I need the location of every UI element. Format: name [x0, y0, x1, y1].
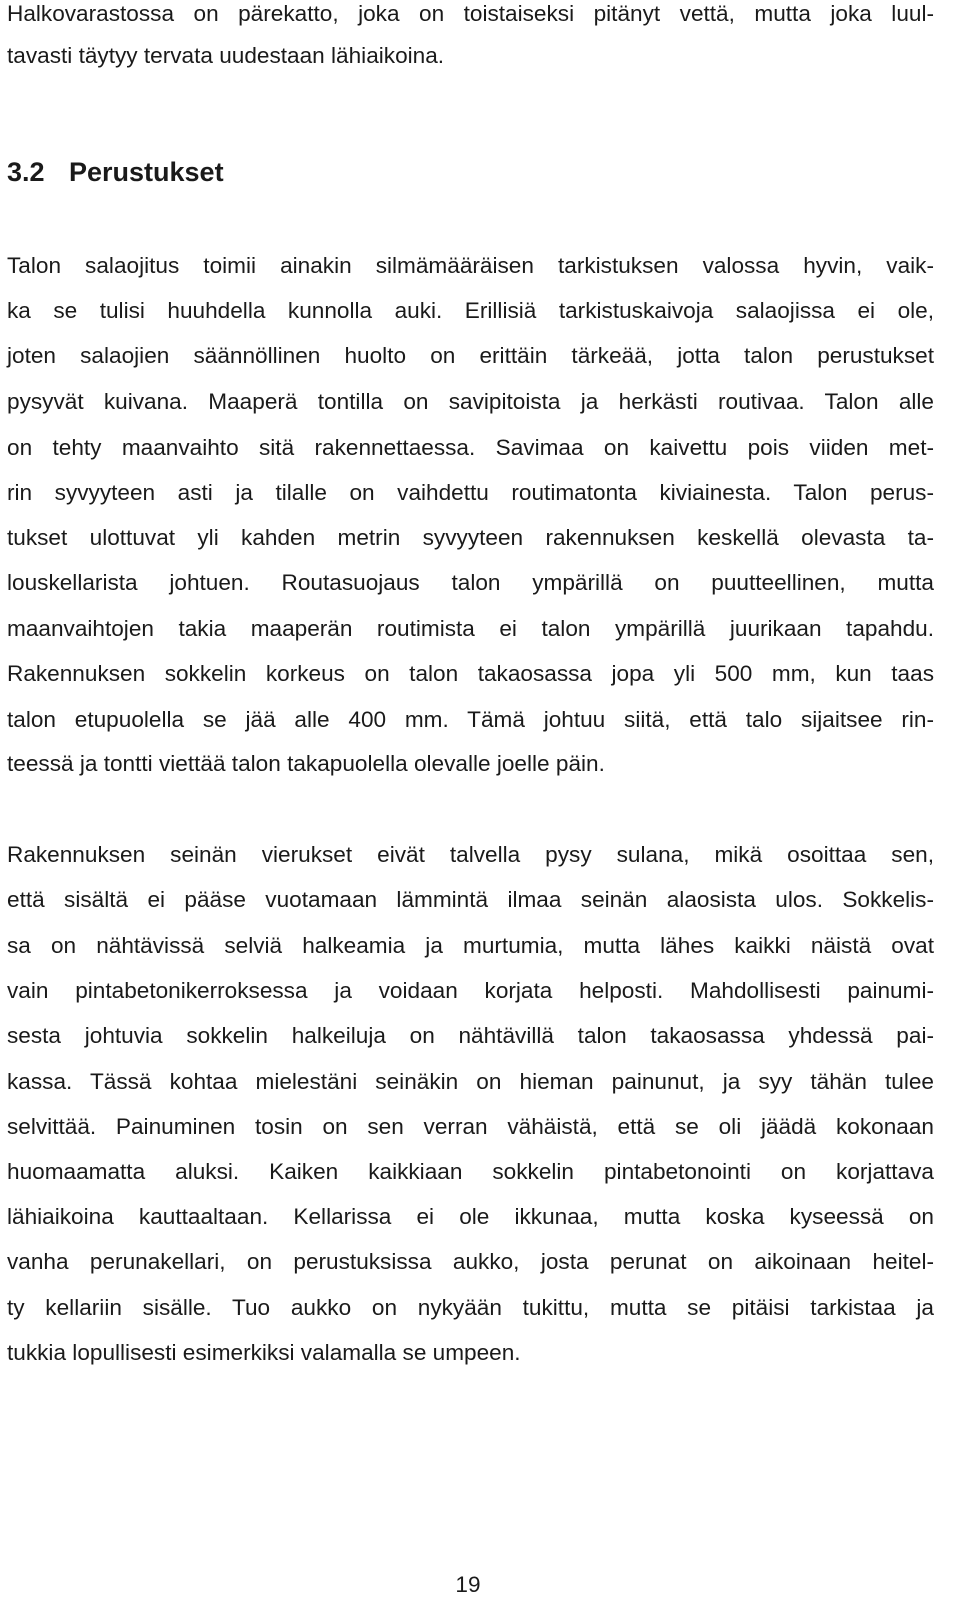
body-line: ka se tulisi huuhdella kunnolla auki. Erillisiä tarkistuskaivoja salaojissa ei ole, — [7, 298, 934, 323]
section-title: Perustukset — [69, 157, 224, 187]
body-line: sa on nähtävissä selviä halkeamia ja murtumia, mutta lähes kaikki näistä ovat — [7, 933, 934, 958]
body-line: huomaamatta aluksi. Kaiken kaikkiaan sokkelin pintabetonointi on korjattava — [7, 1159, 934, 1184]
body-line: kassa. Tässä kohtaa mielestäni seinäkin on hieman painunut, ja syy tähän tulee — [7, 1069, 934, 1094]
body-line: louskellarista johtuen. Routasuojaus talon ympärillä on puutteellinen, mutta — [7, 570, 934, 595]
body-line: on tehty maanvaihto sitä rakennettaessa. Savimaa on kaivettu pois viiden met- — [7, 435, 934, 460]
body-line: vain pintabetonikerroksessa ja voidaan korjata helposti. Mahdollisesti painumi- — [7, 978, 934, 1003]
body-line: joten salaojien säännöllinen huolto on erittäin tärkeää, jotta talon perustukset — [7, 343, 934, 368]
section-heading — [7, 155, 224, 189]
body-line: että sisältä ei pääse vuotamaan lämmintä ilmaa seinän alaosista ulos. Sokkelis- — [7, 887, 934, 912]
intro-line: Halkovarastossa on pärekatto, joka on toistaiseksi pitänyt vettä, mutta joka luul- — [7, 1, 934, 26]
body-line: tukkia lopullisesti esimerkiksi valamalla se umpeen. — [7, 1340, 521, 1365]
body-line: ty kellariin sisälle. Tuo aukko on nykyään tukittu, mutta se pitäisi tarkistaa ja — [7, 1295, 934, 1320]
section-number: 3.2 — [7, 157, 45, 187]
body-line: selvittää. Painuminen tosin on sen verran vähäistä, että se oli jäädä kokonaan — [7, 1114, 934, 1139]
body-line: talon etupuolella se jää alle 400 mm. Tämä johtuu siitä, että talo sijaitsee rin- — [7, 707, 934, 732]
intro-line: tavasti täytyy tervata uudestaan lähiaikoina. — [7, 43, 445, 68]
body-line: teessä ja tontti viettää talon takapuolella olevalle joelle päin. — [7, 751, 605, 776]
body-line: sesta johtuvia sokkelin halkeiluja on nähtävillä talon takaosassa yhdessä pai- — [7, 1023, 934, 1048]
page-number: 19 — [455, 1572, 481, 1597]
body-line: lähiaikoina kauttaaltaan. Kellarissa ei ole ikkunaa, mutta koska kyseessä on — [7, 1204, 934, 1229]
body-line: vanha perunakellari, on perustuksissa aukko, josta perunat on aikoinaan heitel- — [7, 1249, 934, 1274]
body-line: rin syvyyteen asti ja tilalle on vaihdettu routimatonta kiviainesta. Talon perus- — [7, 480, 934, 505]
body-line: Talon salaojitus toimii ainakin silmämääräisen tarkistuksen valossa hyvin, vaik- — [7, 253, 934, 278]
body-line: pysyvät kuivana. Maaperä tontilla on savipitoista ja herkästi routivaa. Talon alle — [7, 389, 934, 414]
body-line: Rakennuksen seinän vierukset eivät talvella pysy sulana, mikä osoittaa sen, — [7, 842, 934, 867]
body-line: Rakennuksen sokkelin korkeus on talon takaosassa jopa yli 500 mm, kun taas — [7, 661, 934, 686]
body-line: maanvaihtojen takia maaperän routimista ei talon ympärillä juurikaan tapahdu. — [7, 616, 934, 641]
body-line: tukset ulottuvat yli kahden metrin syvyyteen rakennuksen keskellä olevasta ta- — [7, 525, 934, 550]
